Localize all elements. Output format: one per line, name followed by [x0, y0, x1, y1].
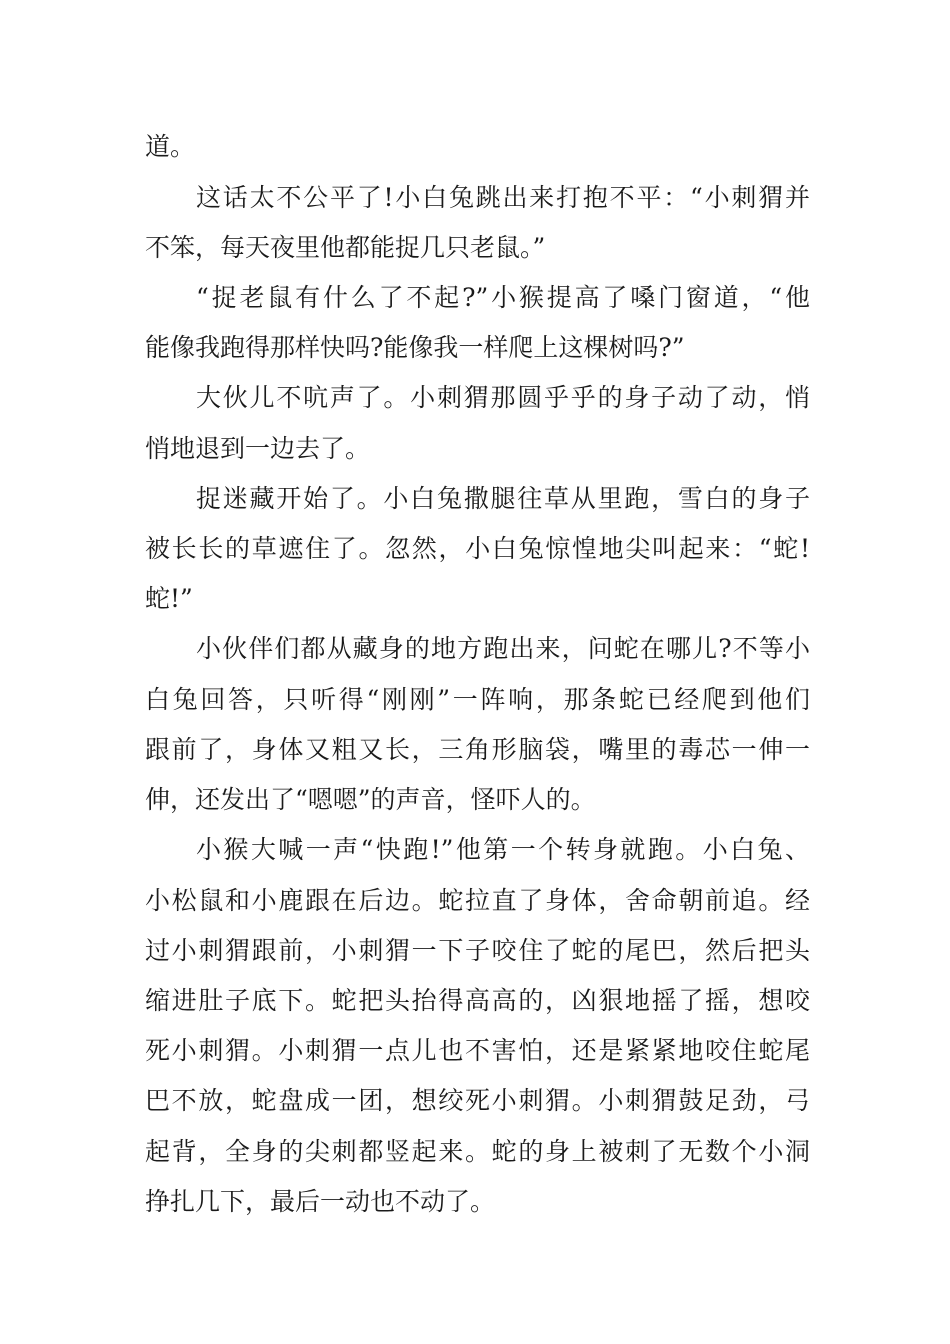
text-line: 起背，全身的尖刺都竖起来。蛇的身上被刺了无数个小洞 — [145, 1137, 810, 1166]
paragraph-first-line: 这话太不公平了!小白兔跳出来打抱不平：“小刺猬并 — [196, 183, 810, 212]
text-line: 白兔回答，只听得“刚刚”一阵响，那条蛇已经爬到他们 — [145, 685, 810, 714]
text-line: 跟前了，身体又粗又长，三角形脑袋，嘴里的毒芯一伸一 — [145, 735, 810, 764]
text-line: 能像我跑得那样快吗?能像我一样爬上这棵树吗?” — [145, 333, 685, 362]
paragraph-first-line: 小猴大喊一声“快跑!”他第一个转身就跑。小白兔、 — [196, 835, 810, 864]
text-line: 道。 — [145, 132, 196, 161]
text-line: 缩进肚子底下。蛇把头抬得高高的，凶狠地摇了摇，想咬 — [145, 986, 810, 1015]
text-line: 被长长的草遮住了。忽然，小白兔惊惶地尖叫起来：“蛇! — [145, 534, 810, 563]
paragraph-first-line: 小伙伴们都从藏身的地方跑出来，问蛇在哪儿?不等小 — [196, 634, 810, 663]
paragraph-first-line: “捉老鼠有什么了不起?”小猴提高了嗓门窗道，“他 — [196, 283, 810, 312]
text-line: 蛇!” — [145, 584, 193, 613]
text-line: 巴不放，蛇盘成一团，想绞死小刺猬。小刺猬鼓足劲，弓 — [145, 1086, 810, 1115]
paragraph-first-line: 大伙儿不吭声了。小刺猬那圆乎乎的身子动了动，悄 — [196, 383, 810, 412]
text-line: 过小刺猬跟前，小刺猬一下子咬住了蛇的尾巴，然后把头 — [145, 936, 810, 965]
text-line: 小松鼠和小鹿跟在后边。蛇拉直了身体，舍命朝前追。经 — [145, 886, 810, 915]
text-line: 不笨，每天夜里他都能捉几只老鼠。” — [145, 233, 546, 262]
text-line: 死小刺猬。小刺猬一点儿也不害怕，还是紧紧地咬住蛇尾 — [145, 1036, 810, 1065]
text-line: 伸，还发出了“嗯嗯”的声音，怪吓人的。 — [145, 785, 596, 814]
paragraph-first-line: 捉迷藏开始了。小白兔撒腿往草从里跑，雪白的身子 — [196, 484, 810, 513]
text-line: 悄地退到一边去了。 — [145, 434, 371, 463]
text-line: 挣扎几下，最后一动也不动了。 — [145, 1187, 496, 1216]
